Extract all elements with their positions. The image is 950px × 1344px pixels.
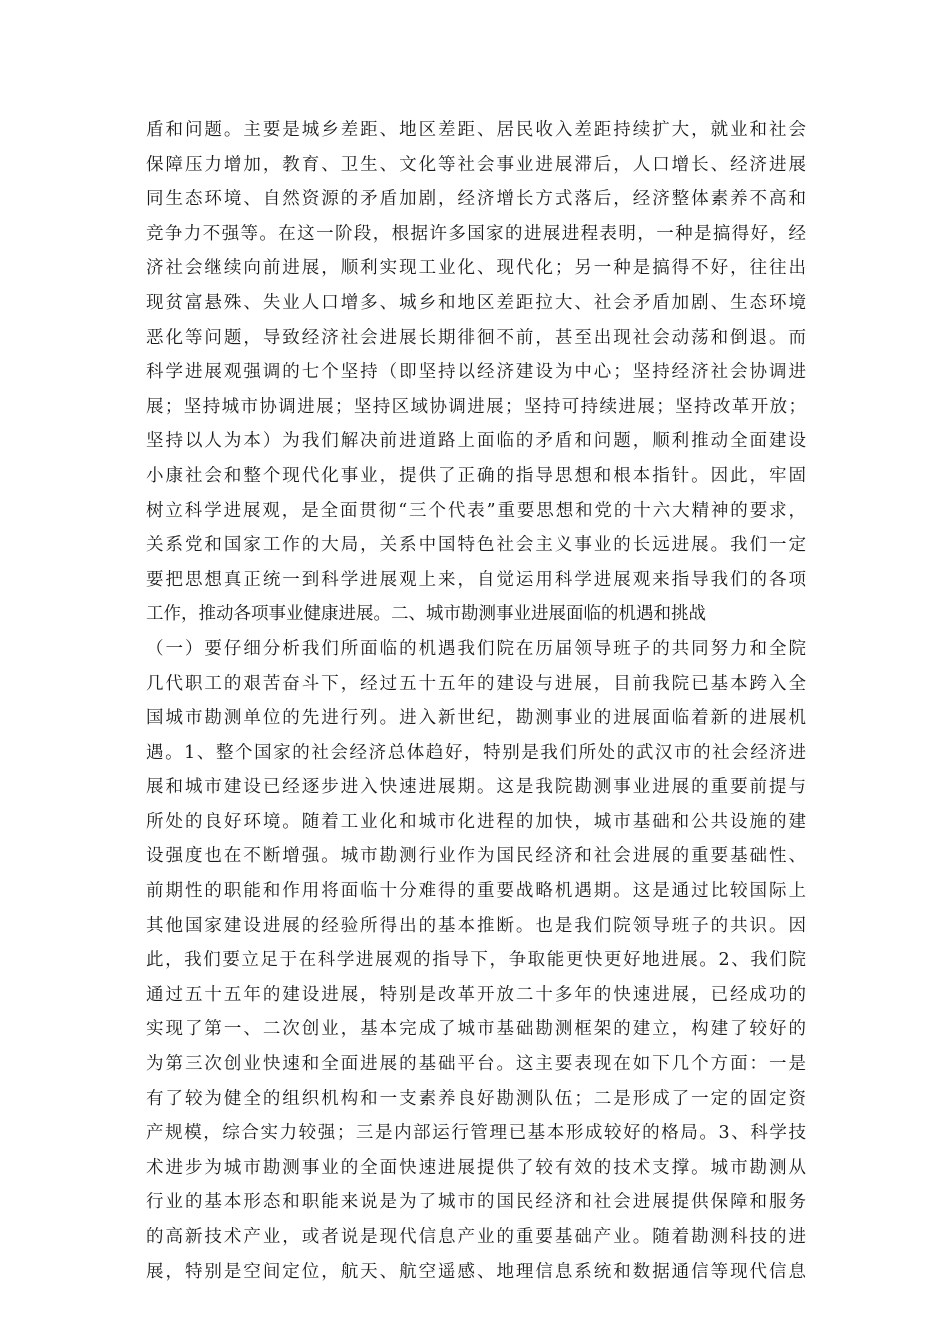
body-text: [146, 113, 806, 1289]
text-line: 小康社会和整个现代化事业，提供了正确的指导思想和根本指针。因此，牢固: [146, 465, 806, 486]
text-line: 行业的基本形态和职能来说是为了城市的国民经济和社会进展提供保障和服务: [146, 1192, 806, 1213]
text-line: 关系党和国家工作的大局，关系中国特色社会主义事业的长远进展。我们一定: [146, 535, 806, 556]
text-line: 科学进展观强调的七个坚持（即坚持以经济建设为中心；坚持经济社会协调进: [146, 362, 806, 383]
text-line: 要把思想真正统一到科学进展观上来，自觉运用科学进展观来指导我们的各项: [146, 569, 806, 590]
text-line: 树立科学进展观，是全面贯彻“三个代表”重要思想和党的十六大精神的要求，: [146, 500, 806, 521]
text-line: 有了较为健全的组织机构和一支素养良好勘测队伍；二是形成了一定的固定资: [146, 1088, 806, 1109]
text-line: 展，特别是空间定位，航天、航空遥感、地理信息系统和数据通信等现代信息: [146, 1261, 806, 1282]
text-line: 通过五十五年的建设进展，特别是改革开放二十多年的快速进展，已经成功的: [146, 984, 806, 1005]
text-line: 济社会继续向前进展，顺利实现工业化、现代化；另一种是搞得不好，往往出: [146, 258, 806, 279]
text-line: 前期性的职能和作用将面临十分难得的重要战略机遇期。这是通过比较国际上: [146, 881, 806, 902]
text-line: 盾和问题。主要是城乡差距、地区差距、居民收入差距持续扩大，就业和社会: [146, 120, 806, 140]
text-line: 竞争力不强等。在这一阶段，根据许多国家的进展进程表明，一种是搞得好，经: [146, 223, 806, 244]
text-line: 为第三次创业快速和全面进展的基础平台。这主要表现在如下几个方面：一是: [146, 1054, 806, 1075]
text-line: 国城市勘测单位的先进行列。进入新世纪，勘测事业的进展面临着新的进展机: [146, 708, 806, 729]
text-line: 同生态环境、自然资源的矛盾加剧，经济增长方式落后，经济整体素养不高和: [146, 189, 806, 210]
text-line: 遇。1、整个国家的社会经济总体趋好，特别是我们所处的武汉市的社会经济进: [146, 742, 806, 763]
text-line: 展；坚持城市协调进展；坚持区域协调进展；坚持可持续进展；坚持改革开放；: [146, 396, 806, 417]
text-line: 所处的良好环境。随着工业化和城市化进程的加快，城市基础和公共设施的建: [146, 811, 806, 832]
text-line: 保障压力增加，教育、卫生、文化等社会事业进展滞后，人口增长、经济进展: [146, 154, 806, 175]
text-line: 几代职工的艰苦奋斗下，经过五十五年的建设与进展，目前我院已基本跨入全: [146, 673, 806, 694]
text-line: （一）要仔细分析我们所面临的机遇我们院在历届领导班子的共同努力和全院: [146, 638, 806, 659]
text-line: 此，我们要立足于在科学进展观的指导下，争取能更快更好地进展。2、我们院: [146, 950, 806, 971]
text-line: 现贫富悬殊、失业人口增多、城乡和地区差距拉大、社会矛盾加剧、生态环境: [146, 292, 806, 313]
text-line: 术进步为城市勘测事业的全面快速进展提供了较有效的技术支撑。城市勘测从: [146, 1157, 806, 1178]
text-line: 工作，推动各项事业健康进展。二、城市勘测事业进展面临的机遇和挑战: [146, 604, 706, 625]
text-line: 恶化等问题，导致经济社会进展长期徘徊不前，甚至出现社会动荡和倒退。而: [146, 327, 806, 348]
text-line: 实现了第一、二次创业，基本完成了城市基础勘测框架的建立，构建了较好的: [146, 1019, 806, 1040]
text-line: 产规模，综合实力较强；三是内部运行管理已基本形成较好的格局。3、科学技: [146, 1123, 806, 1144]
text-line: 其他国家建设进展的经验所得出的基本推断。也是我们院领导班子的共识。因: [146, 915, 806, 936]
text-line: 的高新技术产业，或者说是现代信息产业的重要基础产业。随着勘测科技的进: [146, 1227, 806, 1247]
text-line: 展和城市建设已经逐步进入快速进展期。这是我院勘测事业进展的重要前提与: [146, 777, 806, 798]
text-line: 设强度也在不断增强。城市勘测行业作为国民经济和社会进展的重要基础性、: [146, 846, 806, 867]
text-line: 坚持以人为本）为我们解决前进道路上面临的矛盾和问题，顺利推动全面建设: [146, 431, 806, 452]
